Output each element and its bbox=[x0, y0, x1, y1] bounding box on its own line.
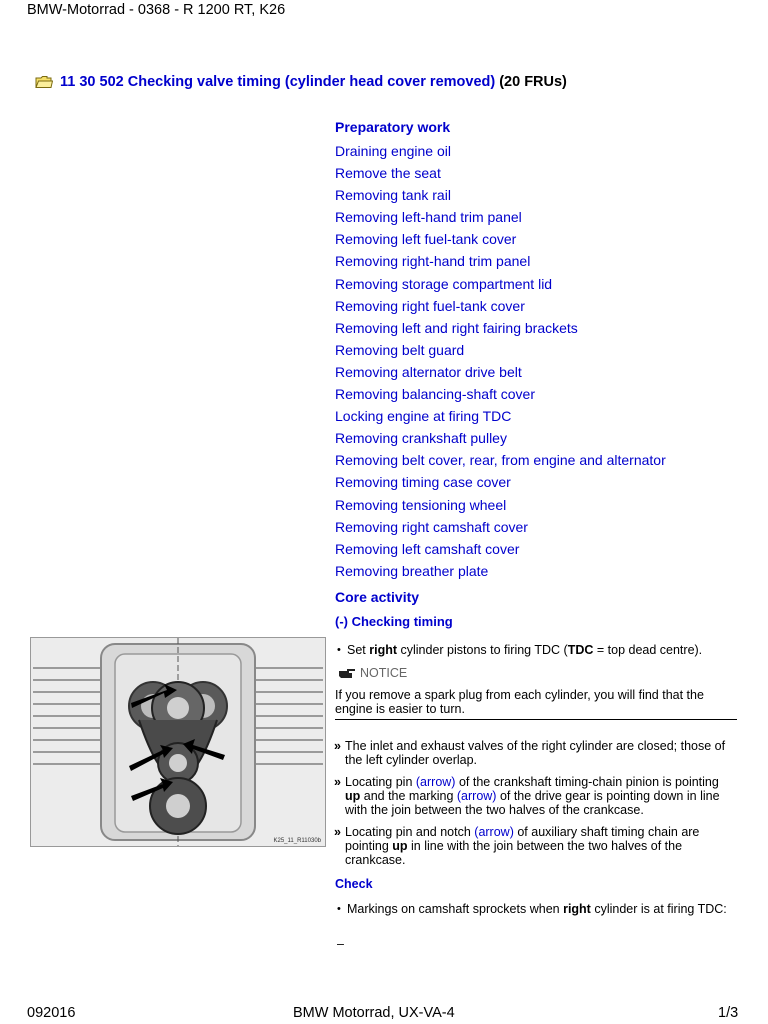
preparatory-list bbox=[335, 141, 666, 583]
result-bold-up: up bbox=[345, 789, 361, 803]
checking-timing-link[interactable]: (-) Checking timing bbox=[335, 614, 453, 629]
preparatory-item-link[interactable]: Removing right fuel-tank cover bbox=[335, 297, 525, 314]
preparatory-item-link[interactable]: Removing breather plate bbox=[335, 562, 489, 579]
preparatory-item-link[interactable]: Locking engine at firing TDC bbox=[335, 408, 512, 425]
preparatory-item-link[interactable]: Draining engine oil bbox=[335, 143, 451, 159]
preparatory-item-link[interactable]: Removing timing case cover bbox=[335, 474, 511, 491]
arrow-reference-link[interactable]: (arrow) bbox=[415, 775, 456, 789]
engine-illustration bbox=[31, 638, 325, 846]
list-dash: – bbox=[337, 937, 344, 951]
notice-text: If you remove a spark plug from each cylinder, you will find that the engine is easier to turn. bbox=[335, 688, 704, 716]
preparatory-item-link[interactable]: Removing left-hand trim panel bbox=[335, 209, 522, 226]
preparatory-item-link[interactable]: Removing alternator drive belt bbox=[335, 363, 522, 380]
check-heading: Check bbox=[335, 877, 373, 891]
result-text: The inlet and exhaust valves of the right cylinder are closed; those of the left cylinder overlap. bbox=[345, 739, 726, 767]
preparatory-item-link[interactable]: Removing balancing-shaft cover bbox=[335, 386, 535, 403]
result-locating-pin-crankshaft bbox=[334, 775, 737, 817]
notice-label-text: NOTICE bbox=[360, 666, 408, 680]
step-text-mid: cylinder pistons to firing TDC ( bbox=[397, 643, 568, 657]
folder-icon bbox=[35, 75, 53, 89]
preparatory-item-link[interactable]: Removing storage compartment lid bbox=[335, 275, 553, 292]
result-text: Locating pin and notch bbox=[345, 825, 475, 839]
preparatory-item-link[interactable]: Removing belt guard bbox=[335, 341, 465, 358]
result-text: in line with the join between the two halves of the crankcase. bbox=[345, 839, 683, 867]
preparatory-item-link[interactable]: Removing crankshaft pulley bbox=[335, 430, 507, 447]
preparatory-heading: Preparatory work bbox=[335, 119, 451, 135]
step-bold-tdc: TDC bbox=[567, 643, 594, 657]
check-bold-right: right bbox=[563, 902, 591, 916]
footer-page-number: 1/3 bbox=[718, 1005, 739, 1021]
result-text: and the marking bbox=[360, 789, 457, 803]
core-activity-heading: Core activity bbox=[335, 589, 420, 605]
result-locating-pin-auxiliary bbox=[334, 825, 737, 867]
engine-timing-diagram bbox=[30, 637, 326, 847]
result-text: of the crankshaft timing-chain pinion is pointing bbox=[455, 775, 719, 789]
result-text: of the drive gear is pointing down in line with the join between the two halves of the crankcase. bbox=[345, 789, 720, 817]
arrow-reference-link[interactable]: (arrow) bbox=[456, 789, 497, 803]
preparatory-item-link[interactable]: Removing tank rail bbox=[335, 187, 451, 204]
footer-source: BMW Motorrad, UX-VA-4 bbox=[293, 1005, 455, 1021]
preparatory-item-link[interactable]: Removing left camshaft cover bbox=[335, 540, 520, 557]
check-text: Markings on camshaft sprockets when bbox=[347, 902, 564, 916]
procedure-title bbox=[35, 74, 567, 90]
notice-label bbox=[338, 666, 407, 680]
step-set-tdc bbox=[337, 643, 737, 657]
preparatory-item-link[interactable]: Removing right-hand trim panel bbox=[335, 253, 531, 270]
preparatory-item-link[interactable]: Removing left fuel-tank cover bbox=[335, 231, 517, 248]
procedure-title-link[interactable]: 11 30 502 Checking valve timing (cylinder head cover removed) bbox=[60, 74, 496, 90]
double-chevron-icon: » bbox=[334, 775, 341, 789]
preparatory-item-link[interactable]: Removing right camshaft cover bbox=[335, 518, 528, 535]
step-text-post: = top dead centre). bbox=[593, 643, 703, 657]
footer-date: 092016 bbox=[27, 1005, 76, 1021]
pointing-hand-icon bbox=[338, 668, 356, 679]
preparatory-item-link[interactable]: Removing belt cover, rear, from engine and alternator bbox=[335, 452, 666, 469]
fru-count: (20 FRUs) bbox=[499, 74, 567, 90]
document-header: BMW-Motorrad - 0368 - R 1200 RT, K26 bbox=[27, 2, 286, 18]
check-item bbox=[337, 902, 737, 916]
step-bold-right: right bbox=[369, 643, 398, 657]
bullet-icon: • bbox=[337, 903, 341, 915]
result-bold-up: up bbox=[392, 839, 408, 853]
double-chevron-icon: » bbox=[334, 739, 341, 753]
step-text: Set bbox=[347, 643, 370, 657]
arrow-reference-link[interactable]: (arrow) bbox=[474, 825, 514, 839]
result-text: of auxiliary shaft timing chain are pointing bbox=[345, 825, 700, 853]
double-chevron-icon: » bbox=[334, 825, 341, 839]
check-text: cylinder is at firing TDC: bbox=[590, 902, 727, 916]
preparatory-item-link[interactable]: Removing tensioning wheel bbox=[335, 496, 507, 513]
preparatory-item-link[interactable]: Remove the seat bbox=[335, 165, 441, 182]
notice-divider bbox=[335, 719, 737, 720]
result-text: Locating pin bbox=[345, 775, 416, 789]
bullet-icon: • bbox=[337, 644, 341, 656]
figure-caption: K25_11_R11030b bbox=[273, 838, 321, 844]
preparatory-item-link[interactable]: Removing left and right fairing brackets bbox=[335, 319, 578, 336]
result-valves-closed bbox=[334, 739, 737, 767]
